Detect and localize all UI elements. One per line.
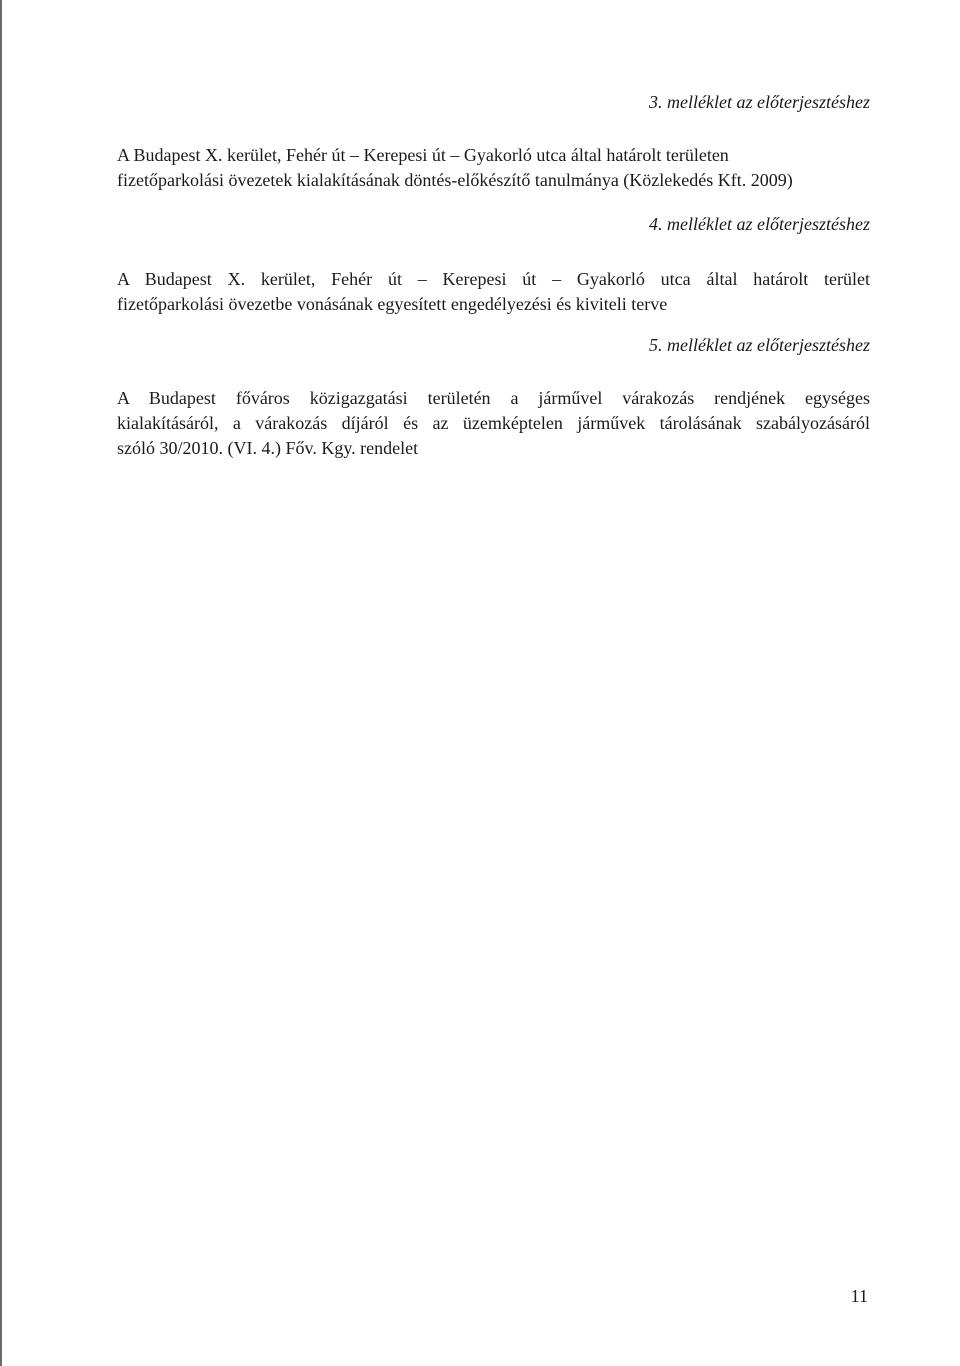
annex-3-title-line-1: A Budapest X. kerület, Fehér út – Kerepesi út – Gyakorló utca által határolt területen: [117, 145, 729, 165]
annex-4-title: [117, 267, 870, 317]
annex-3-heading: 3. melléklet az előterjesztéshez: [649, 92, 870, 112]
annex-4-title-line-1: A Budapest X. kerület, Fehér út – Kerepesi út – Gyakorló utca által határolt terület: [117, 269, 870, 289]
annex-5-title-line-2: kialakításáról, a várakozás díjáról és az üzemképtelen járművek tárolásának szabályozásáról: [117, 413, 870, 433]
page-number: 11: [850, 1286, 868, 1306]
annex-4-heading: 4. melléklet az előterjesztéshez: [649, 214, 870, 234]
annex-3-title-line-2: fizetőparkolási övezetek kialakításának döntés-előkészítő tanulmánya (Közlekedés Kft. 2009): [117, 170, 793, 190]
scan-left-edge: [0, 0, 2, 1366]
annex-4-title-line-2: fizetőparkolási övezetbe vonásának egyesített engedélyezési és kiviteli terve: [117, 294, 668, 314]
annex-5-title: [117, 386, 870, 461]
annex-5-title-line-3: szóló 30/2010. (VI. 4.) Főv. Kgy. rendelet: [117, 438, 419, 458]
annex-3-title: [117, 143, 870, 193]
annex-5-heading: 5. melléklet az előterjesztéshez: [649, 335, 870, 355]
annex-5-title-line-1: A Budapest főváros közigazgatási területén a járművel várakozás rendjének egységes: [117, 388, 870, 408]
